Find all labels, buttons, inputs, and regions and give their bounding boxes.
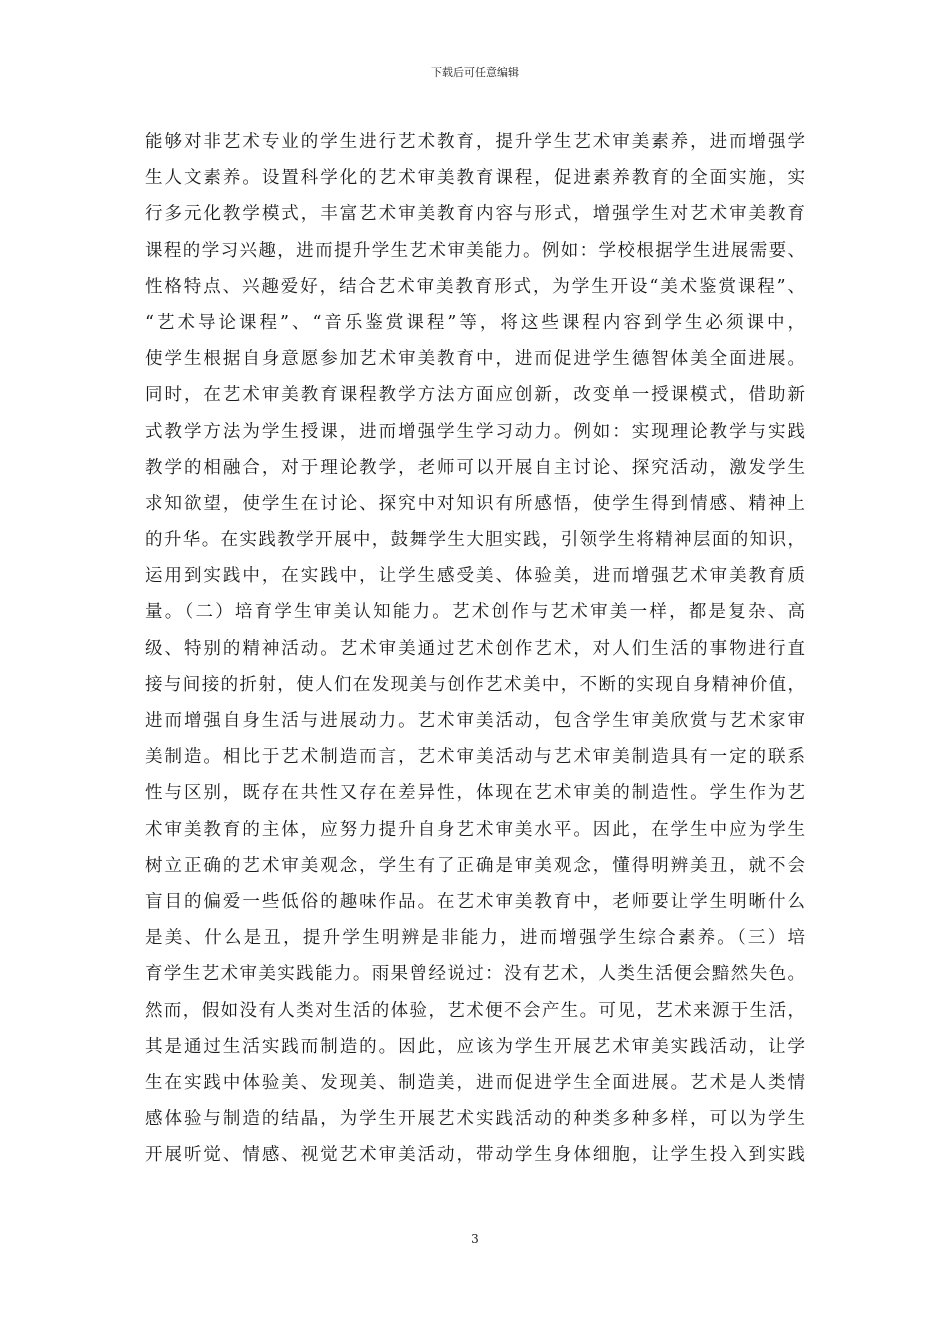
text-line: 接与间接的折射，使人们在发现美与创作艺术美中，不断的实现自身精神价值， <box>145 674 805 695</box>
text-line: 量。（二）培育学生审美认知能力。艺术创作与艺术审美一样，都是复杂、高 <box>145 602 805 623</box>
text-line: 级、特别的精神活动。艺术审美通过艺术创作艺术，对人们生活的事物进行直 <box>145 638 805 659</box>
text-line: “艺术导论课程”、“音乐鉴赏课程”等，将这些课程内容到学生必须课中， <box>145 312 805 333</box>
text-line: 育学生艺术审美实践能力。雨果曾经说过：没有艺术，人类生活便会黯然失色。 <box>145 964 805 985</box>
text-line: 是美、什么是丑，提升学生明辨是非能力，进而增强学生综合素养。（三）培 <box>145 928 805 949</box>
page-header: 下载后可任意编辑 <box>431 66 519 79</box>
text-line: 使学生根据自身意愿参加艺术审美教育中，进而促进学生德智体美全面进展。 <box>145 349 805 370</box>
text-line: 开展听觉、情感、视觉艺术审美活动，带动学生身体细胞，让学生投入到实践 <box>145 1145 805 1166</box>
text-line: 式教学方法为学生授课，进而增强学生学习动力。例如：实现理论教学与实践 <box>145 421 805 442</box>
text-line: 性格特点、兴趣爱好，结合艺术审美教育形式，为学生开设“美术鉴赏课程”、 <box>145 276 805 297</box>
text-line: 进而增强自身生活与进展动力。艺术审美活动，包含学生审美欣赏与艺术家审 <box>145 711 805 731</box>
text-line: 树立正确的艺术审美观念，学生有了正确是审美观念，懂得明辨美丑，就不会 <box>145 855 805 876</box>
text-line: 感体验与制造的结晶，为学生开展艺术实践活动的种类多种多样，可以为学生 <box>145 1109 805 1130</box>
text-line: 生在实践中体验美、发现美、制造美，进而促进学生全面进展。艺术是人类情 <box>145 1072 805 1093</box>
text-line: 然而，假如没有人类对生活的体验，艺术便不会产生。可见，艺术来源于生活， <box>145 1000 805 1021</box>
text-line: 术审美教育的主体，应努力提升自身艺术审美水平。因此，在学生中应为学生 <box>145 819 805 840</box>
text-line: 能够对非艺术专业的学生进行艺术教育，提升学生艺术审美素养，进而增强学 <box>145 132 805 152</box>
text-line: 的升华。在实践教学开展中，鼓舞学生大胆实践，引领学生将精神层面的知识， <box>145 530 805 551</box>
text-line: 生人文素养。设置科学化的艺术审美教育课程，促进素养教育的全面实施，实 <box>145 168 805 189</box>
text-line: 其是通过生活实践而制造的。因此，应该为学生开展艺术审美实践活动，让学 <box>145 1036 805 1057</box>
text-line: 美制造。相比于艺术制造而言，艺术审美活动与艺术审美制造具有一定的联系 <box>145 747 805 768</box>
text-line: 教学的相融合，对于理论教学，老师可以开展自主讨论、探究活动，激发学生 <box>145 457 805 478</box>
body-text <box>145 124 805 1173</box>
page-number: 3 <box>471 1232 479 1246</box>
text-line: 行多元化教学模式，丰富艺术审美教育内容与形式，增强学生对艺术审美教育 <box>145 204 805 225</box>
text-line: 性与区别，既存在共性又存在差异性，体现在艺术审美的制造性。学生作为艺 <box>145 783 805 804</box>
text-line: 同时，在艺术审美教育课程教学方法方面应创新，改变单一授课模式，借助新 <box>145 385 805 406</box>
text-line: 求知欲望，使学生在讨论、探究中对知识有所感悟，使学生得到情感、精神上 <box>145 493 805 514</box>
text-line: 课程的学习兴趣，进而提升学生艺术审美能力。例如：学校根据学生进展需要、 <box>145 240 805 261</box>
text-line: 盲目的偏爱一些低俗的趣味作品。在艺术审美教育中，老师要让学生明晰什么 <box>145 891 805 912</box>
text-line: 运用到实践中，在实践中，让学生感受美、体验美，进而增强艺术审美教育质 <box>145 566 805 587</box>
